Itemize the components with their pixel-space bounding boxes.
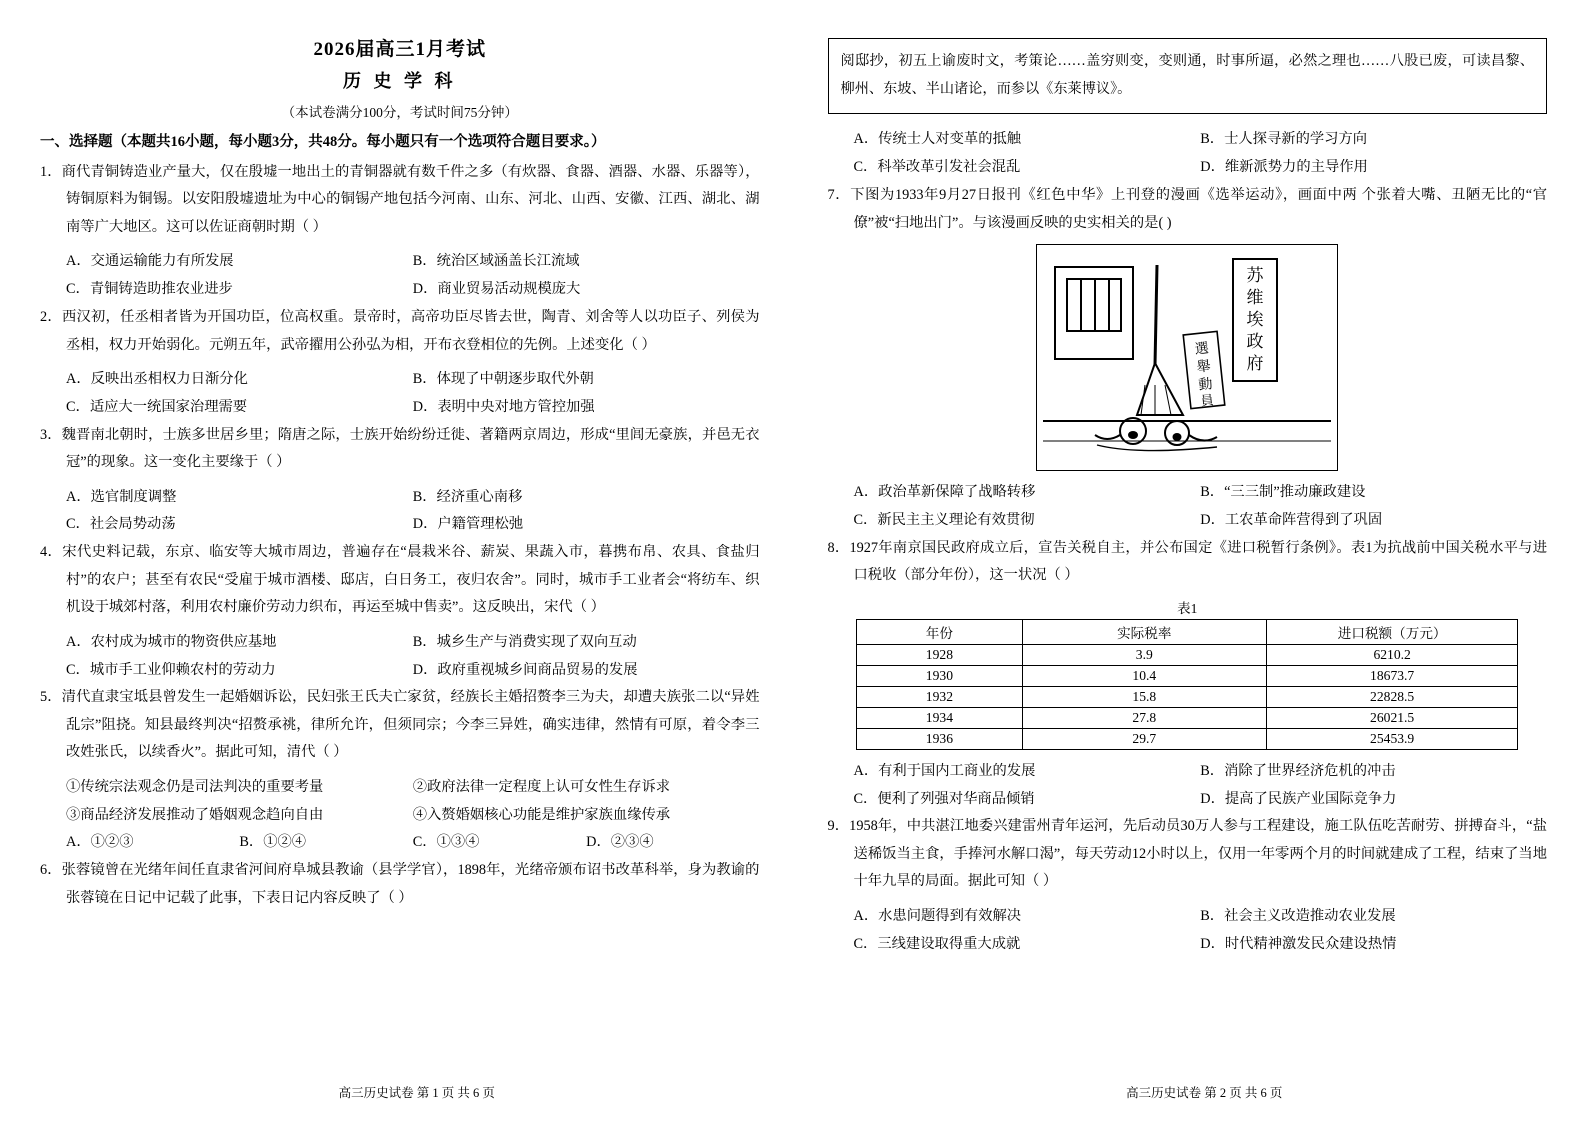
question-9-option-b[interactable]: B．社会主义改造推动农业发展 xyxy=(1200,907,1396,924)
question-2-option-b[interactable]: B．体现了中朝逐步取代外朝 xyxy=(412,370,594,387)
svg-text:舉: 舉 xyxy=(1196,359,1212,376)
question-2 xyxy=(40,304,760,359)
question-3-option-c[interactable]: C．社会局势动荡 xyxy=(66,516,176,533)
table-header-row xyxy=(857,619,1518,644)
question-4-options xyxy=(40,629,760,685)
question-8-option-a[interactable]: A．有利于国内工商业的发展 xyxy=(853,762,1036,779)
question-3-option-a[interactable]: A．选官制度调整 xyxy=(66,488,177,505)
question-4-text: 宋代史料记载，东京、临安等大城市周边，普遍存在“晨栽米谷、薪炭、果蔬入市，暮携布帛、农具、食盐归村”的农户；甚至有农民“受雇于城市酒楼、邸店，白日务工，夜归农舍”。同时，城市手工业者会“将纺车、织机设于城郊村落，利用农村廉价劳动力织布，再运至城中售卖”。这反映出，宋代（ ） xyxy=(62,544,760,616)
question-9-text: 1958年，中共湛江地委兴建雷州青年运河，先后动员30万人参与工程建设，施工队伍吃苦耐劳、拼搏奋斗，“盐送稀饭当主食，手捧河水解口渴”，每天劳动12小时以上，仅用一年零两个月的时间就建成了工程，结束了当地十年九旱的局面。据此可知（ ） xyxy=(849,818,1547,890)
question-7-number: 7． xyxy=(827,187,851,204)
question-8-text: 1927年南京国民政府成立后，宣告关税自主，并公布国定《进口税暂行条例》。表1为抗战前中国关税水平与进口税收（部分年份），这一状况（ ） xyxy=(849,539,1547,584)
question-7-text: 下图为1933年9月27日报刊《红色中华》上刊登的漫画《选举运动》，画面中两 个张着大嘴、丑陋无比的“官僚”被“扫地出门”。与该漫画反映的史实相关的是( ) xyxy=(850,187,1547,231)
question-7-option-a[interactable]: A．政治革新保障了战略转移 xyxy=(853,484,1036,500)
question-1 xyxy=(40,159,760,241)
question-8-option-d[interactable]: D．提高了民族产业国际竞争力 xyxy=(1200,790,1397,807)
svg-text:員: 員 xyxy=(1200,392,1215,409)
question-5-statements xyxy=(40,774,760,830)
question-8-number: 8． xyxy=(827,539,850,556)
question-7-option-d[interactable]: D．工农革命阵营得到了巩固 xyxy=(1200,511,1383,528)
question-6-options xyxy=(828,126,1548,182)
table-row xyxy=(857,707,1518,728)
section-heading-choice: 一、选择题（本题共16小题，每小题3分，共48分。每小题只有一个选项符合题目要求。） xyxy=(40,134,606,150)
question-9-option-a[interactable]: A．水患问题得到有效解决 xyxy=(853,907,1022,924)
question-8 xyxy=(828,535,1548,590)
cell-rate: 15.8 xyxy=(1022,686,1267,707)
page-column-right xyxy=(794,34,1548,1113)
question-9-number: 9． xyxy=(827,818,850,835)
cell-year: 1932 xyxy=(857,686,1022,707)
question-4-option-d[interactable]: D．政府重视城乡间商品贸易的发展 xyxy=(412,661,638,678)
question-1-option-d[interactable]: D．商业贸易活动规模庞大 xyxy=(412,281,581,298)
question-7-options xyxy=(828,479,1548,535)
question-5-text: 清代直隶宝坻县曾发生一起婚姻诉讼，民妇张王氏夫亡家贫，经族长主婚招赘李三为夫，却遭夫族张二以“异姓乱宗”阻挠。知县最终判决“招赘承祧，律所允许，但须同宗；今李三异姓，确实违律，然情有可原，着令李三改姓张氏，以续香火”。据此可知，清代（ ） xyxy=(61,689,760,761)
question-5-statement-1: ①传统宗法观念仍是司法判决的重要考量 xyxy=(66,778,324,795)
question-7 xyxy=(828,182,1548,237)
cell-year: 1930 xyxy=(857,665,1022,686)
question-3-option-d[interactable]: D．户籍管理松弛 xyxy=(412,516,524,533)
question-4-option-a[interactable]: A．农村成为城市的物资供应基地 xyxy=(66,633,277,650)
question-6-quote: 阅邸抄，初五上谕废时文，考策论……盖穷则变，变则通，时事所逼，必然之理也……八股已废，可读昌黎、柳州、东坡、半山诸论，而参以《东莱博议》。 xyxy=(828,38,1548,114)
svg-text:维: 维 xyxy=(1246,288,1264,307)
question-1-option-a[interactable]: A．交通运输能力有所发展 xyxy=(66,253,234,270)
cell-year: 1928 xyxy=(857,644,1022,665)
svg-text:政: 政 xyxy=(1246,332,1264,351)
question-1-option-b[interactable]: B．统治区域涵盖长江流域 xyxy=(412,253,580,270)
question-9-options xyxy=(828,903,1548,959)
svg-text:府: 府 xyxy=(1246,354,1264,373)
question-6-option-a[interactable]: A．传统士人对变革的抵触 xyxy=(853,131,1022,148)
question-8-options xyxy=(828,758,1548,814)
question-1-number: 1． xyxy=(40,164,62,180)
question-5-statement-3: ③商品经济发展推动了婚姻观念趋向自由 xyxy=(66,806,324,823)
question-6-number: 6． xyxy=(40,862,62,879)
cell-revenue: 18673.7 xyxy=(1267,665,1518,686)
cartoon-drawing xyxy=(1037,245,1337,470)
table-col-revenue: 进口税额（万元） xyxy=(1267,619,1518,644)
svg-text:選: 選 xyxy=(1194,341,1210,358)
question-3-options xyxy=(40,484,760,540)
question-5-statement-4: ④入赘婚姻核心功能是维护家族血缘传承 xyxy=(412,806,671,823)
question-3-number: 3． xyxy=(40,426,62,443)
table-row xyxy=(857,686,1518,707)
svg-text:埃: 埃 xyxy=(1246,310,1264,329)
page-title: 2026届高三1月考试 xyxy=(313,39,486,60)
question-5 xyxy=(40,684,760,766)
question-9 xyxy=(828,813,1548,895)
question-6-option-b[interactable]: B．士人探寻新的学习方向 xyxy=(1200,131,1368,148)
question-2-number: 2． xyxy=(40,309,62,326)
question-4 xyxy=(40,539,760,621)
table-col-rate: 实际税率 xyxy=(1022,619,1267,644)
cell-rate: 3.9 xyxy=(1022,644,1267,665)
page-column-left xyxy=(40,34,794,1113)
table-row xyxy=(857,644,1518,665)
question-2-options xyxy=(40,366,760,422)
question-5-options xyxy=(40,829,760,857)
question-6-option-d[interactable]: D．维新派势力的主导作用 xyxy=(1200,159,1368,176)
question-3-option-b[interactable]: B．经济重心南移 xyxy=(412,488,523,505)
cell-rate: 10.4 xyxy=(1022,665,1267,686)
question-6-text: 张蓉镜曾在光绪年间任直隶省河间府阜城县教谕（县学学官），1898年，光绪帝颁布诏书改革科举，身为教谕的张蓉镜在日记中记载了此事，下表日记内容反映了（ ） xyxy=(61,862,760,906)
question-6-option-c[interactable]: C．科举改革引发社会混乱 xyxy=(853,159,1021,176)
question-5-statement-2: ②政府法律一定程度上认可女性生存诉求 xyxy=(412,778,671,795)
question-2-option-a[interactable]: A．反映出丞相权力日渐分化 xyxy=(66,370,248,387)
table-col-year: 年份 xyxy=(857,619,1022,644)
footer-right: 高三历史试卷 第 2 页 共 6 页 xyxy=(1126,1086,1283,1100)
question-8-option-c[interactable]: C．便利了列强对华商品倾销 xyxy=(853,790,1035,807)
question-5-option-d[interactable]: D．②③④ xyxy=(586,834,654,851)
question-5-option-a[interactable]: A．①②③ xyxy=(66,834,134,851)
question-9-option-d[interactable]: D．时代精神激发民众建设热情 xyxy=(1200,935,1397,952)
exam-info-note: （本试卷满分100分，考试时间75分钟） xyxy=(281,105,518,120)
question-4-option-c[interactable]: C．城市手工业仰赖农村的劳动力 xyxy=(66,661,276,678)
question-4-option-b[interactable]: B．城乡生产与消费实现了双向互动 xyxy=(412,633,637,650)
question-5-number: 5． xyxy=(40,689,62,706)
question-7-option-c[interactable]: C．新民主主义理论有效贯彻 xyxy=(853,511,1035,528)
question-1-text: 商代青铜铸造业产量大，仅在殷墟一地出土的青铜器就有数千件之多（有炊器、食器、酒器、水器、乐器等），铸铜原料为铜锡。以安阳殷墟遗址为中心的铜锡产地包括今河南、山东、河北、山西、安徽、江西、湖北、湖南等广大地区。这可以佐证商朝时期（ ） xyxy=(61,164,760,235)
question-6 xyxy=(40,857,760,912)
svg-text:動: 動 xyxy=(1198,377,1214,394)
question-3-text: 魏晋南北朝时，士族多世居乡里；隋唐之际，士族开始纷纷迁徙、著籍两京周边，形成“里闾无豪族，并邑无衣冠”的现象。这一变化主要缘于（ ） xyxy=(61,426,760,471)
question-1-option-c[interactable]: C．青铜铸造助推农业进步 xyxy=(66,281,233,298)
cell-year: 1936 xyxy=(857,728,1022,749)
page-subject: 历 史 学 科 xyxy=(343,71,457,91)
question-4-number: 4． xyxy=(40,544,63,561)
question-7-figure-wrap xyxy=(828,244,1548,471)
cell-year: 1934 xyxy=(857,707,1022,728)
question-3 xyxy=(40,422,760,477)
footer-left: 高三历史试卷 第 1 页 共 6 页 xyxy=(338,1086,495,1100)
question-8-option-b[interactable]: B．消除了世界经济危机的冲击 xyxy=(1200,762,1396,779)
election-movement-cartoon xyxy=(1036,244,1338,471)
question-1-options xyxy=(40,248,760,304)
question-2-option-d[interactable]: D．表明中央对地方管控加强 xyxy=(412,398,595,415)
question-8-table-caption: 表1 xyxy=(1177,600,1198,616)
cell-rate: 29.7 xyxy=(1022,728,1267,749)
question-8-table xyxy=(856,619,1518,750)
table-row xyxy=(857,665,1518,686)
cell-revenue: 25453.9 xyxy=(1267,728,1518,749)
question-7-option-b[interactable]: B．“三三制”推动廉政建设 xyxy=(1200,484,1366,500)
cell-rate: 27.8 xyxy=(1022,707,1267,728)
question-2-text: 西汉初，任丞相者皆为开国功臣，位高权重。景帝时，高帝功臣尽皆去世，陶青、刘舍等人以功臣子、列侯为丞相，权力开始弱化。元朔五年，武帝擢用公孙弘为相，开布衣登相位的先例。上述变化（ ） xyxy=(61,309,760,353)
question-2-option-c[interactable]: C．适应大一统国家治理需要 xyxy=(66,398,248,415)
question-5-option-c[interactable]: C．①③④ xyxy=(412,834,480,851)
cell-revenue: 26021.5 xyxy=(1267,707,1518,728)
svg-text:苏: 苏 xyxy=(1246,266,1264,285)
table-row xyxy=(857,728,1518,749)
cell-revenue: 6210.2 xyxy=(1267,644,1518,665)
question-5-option-b[interactable]: B．①②④ xyxy=(239,834,307,851)
cell-revenue: 22828.5 xyxy=(1267,686,1518,707)
question-9-option-c[interactable]: C．三线建设取得重大成就 xyxy=(853,935,1021,952)
